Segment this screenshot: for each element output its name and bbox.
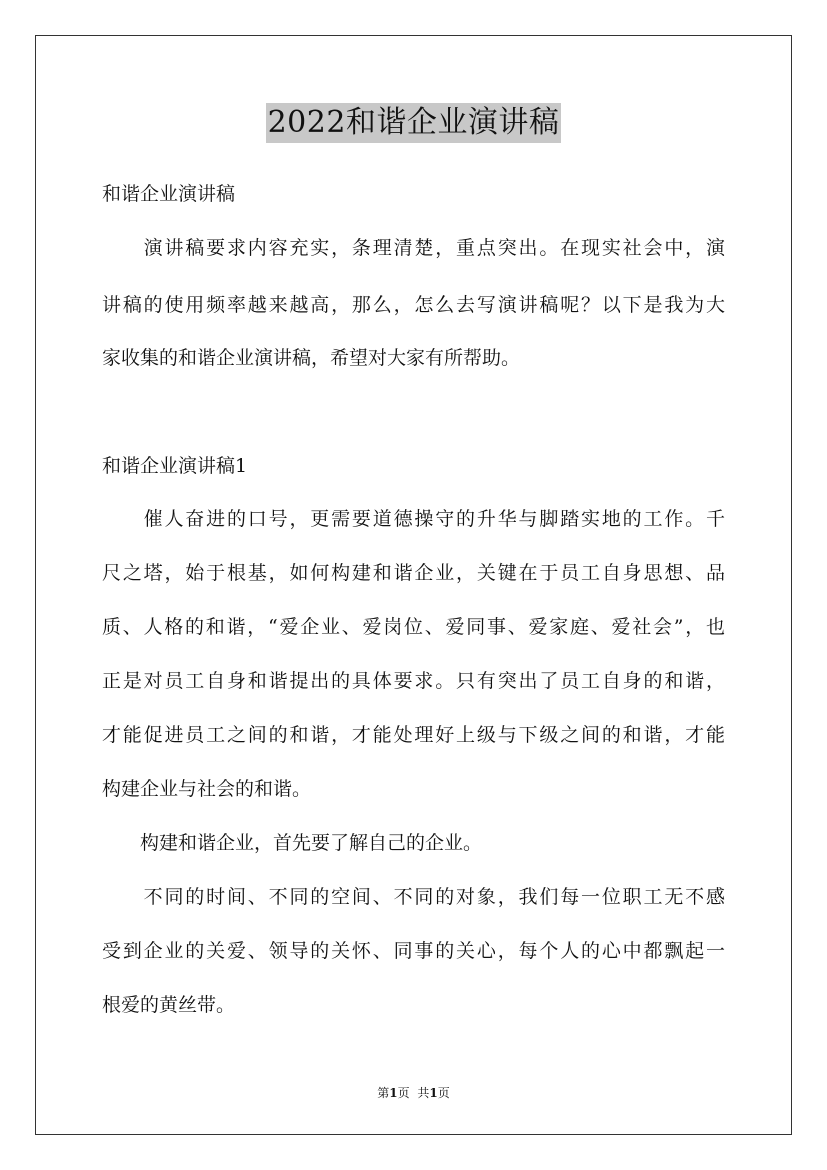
section-heading: 和谐企业演讲稿 — [102, 183, 236, 205]
paragraph-line: 根爱的黄丝带。 — [102, 994, 236, 1016]
paragraph-line: 质、人格的和谐，“爱企业、爱岗位、爱同事、爱家庭、爱社会”，也 — [102, 616, 725, 638]
paragraph-line: 尺之塔，始于根基，如何构建和谐企业，关键在于员工自身思想、品 — [102, 562, 725, 584]
page-label-suffix: 页 — [397, 1086, 410, 1100]
paragraph-line: 催人奋进的口号，更需要道德操守的升华与脚踏实地的工作。千 — [102, 508, 725, 530]
paragraph-line: 构建和谐企业，首先要了解自己的企业。 — [102, 832, 483, 854]
page-number: 1 — [389, 1086, 398, 1100]
document-title: 2022和谐企业演讲稿 — [266, 103, 562, 143]
intro-line: 讲稿的使用频率越来越高，那么，怎么去写演讲稿呢？以下是我为大 — [102, 294, 725, 316]
total-pages: 1 — [429, 1086, 438, 1100]
total-label-suffix: 页 — [437, 1086, 450, 1100]
paragraph-line: 构建企业与社会的和谐。 — [102, 778, 312, 800]
total-label-prefix: 共 — [417, 1086, 430, 1100]
paragraph-line: 受到企业的关爱、领导的关怀、同事的关心，每个人的心中都飘起一 — [102, 940, 725, 962]
paragraph-line: 不同的时间、不同的空间、不同的对象，我们每一位职工无不感 — [102, 886, 725, 908]
intro-line: 演讲稿要求内容充实，条理清楚，重点突出。在现实社会中，演 — [102, 237, 725, 259]
page-footer — [0, 1085, 827, 1101]
intro-line: 家收集的和谐企业演讲稿，希望对大家有所帮助。 — [102, 347, 521, 369]
paragraph-line: 正是对员工自身和谐提出的具体要求。只有突出了员工自身的和谐， — [102, 670, 725, 692]
section-heading: 和谐企业演讲稿1 — [102, 455, 248, 477]
page-label-prefix: 第 — [377, 1086, 390, 1100]
title-wrap — [0, 103, 827, 143]
paragraph-line: 才能促进员工之间的和谐，才能处理好上级与下级之间的和谐，才能 — [102, 724, 725, 746]
